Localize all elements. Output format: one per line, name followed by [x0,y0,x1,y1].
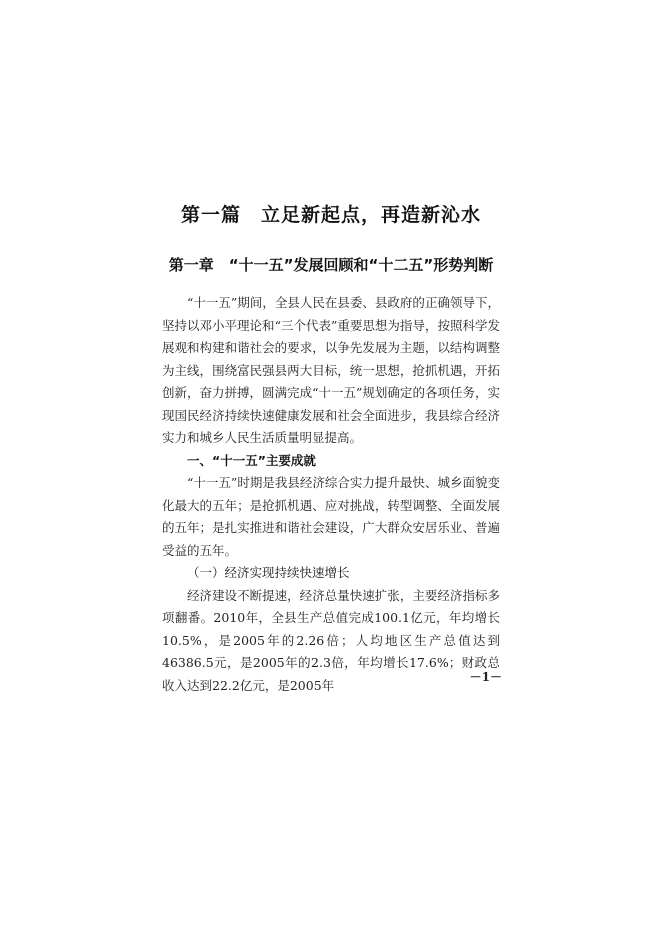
chapter-title: 第一章 “十一五”发展回顾和“十二五”形势判断 [168,256,494,274]
page-number: －1－ [469,670,502,684]
body-text [162,292,500,697]
section-heading: 一、“十一五”主要成就 [187,452,316,468]
subsection-heading: （一）经济实现持续快速增长 [187,565,350,580]
paragraph-intro: “十一五”期间，全县人民在县委、县政府的正确领导下，坚持以邓小平理论和“三个代表”重要思想为指导，按照科学发展观和构建和谐社会的要求，以争先发展为主题，以结构调整为主线，围绕富民强县两大目标，统一思想，抢抓机遇，开拓创新，奋力拼搏，圆满完成“十一五”规划确定的各项任务，实现国民经济持续快速健康发展和社会全面进步，我县综合经济实力和城乡人民生活质量明显提高。 [162,295,500,445]
paragraph-subsection1: 经济建设不断提速，经济总量快速扩张，主要经济指标多项翻番。2010年，全县生产总值完成100.1亿元，年均增长10.5%，是2005年的2.26倍；人均地区生产总值达到46386.5元，是2005年的2.3倍，年均增长17.6%；财政总收入达到22.2亿元，是2005年 [162,587,500,693]
part-title: 第一篇 立足新起点，再造新沁水 [180,204,481,226]
paragraph-section1: “十一五”时期是我县经济综合实力提升最快、城乡面貌变化最大的五年；是抢抓机遇、应对挑战，转型调整、全面发展的五年；是扎实推进和谐社会建设，广大群众安居乐业、普遍受益的五年。 [162,475,500,558]
